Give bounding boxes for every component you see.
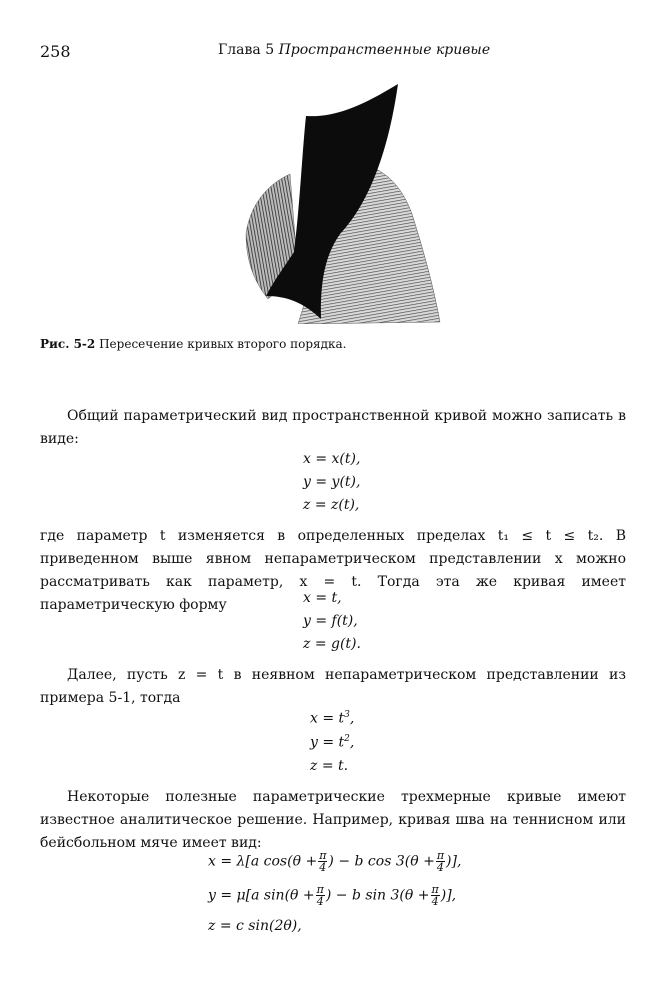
equation-z-g-of-t: z = g(t). (303, 636, 361, 652)
running-header (218, 42, 490, 58)
fraction-pi-over-4: $\frac{\pi}{4}$ (319, 849, 327, 874)
equation-x-of-t: x = x(t), (303, 451, 361, 467)
figure-caption-text: Пересечение кривых второго порядка. (99, 337, 347, 351)
equation-z-of-t: z = z(t), (303, 497, 360, 513)
fraction-pi-over-4: $\frac{\pi}{4}$ (436, 849, 445, 874)
equation-seam-y: y = μ[a sin(θ + $\frac{\pi}{4}$ ) − b sin 3(θ + $\frac{\pi}{4}$ )], (208, 883, 457, 908)
equation-z-t: z = t. (310, 758, 349, 774)
paragraph-general-form: Общий параметрический вид пространственной кривой можно записать в виде: (40, 408, 626, 447)
paragraph-parameter-range: где параметр t изменяется в определенных пределах t₁ ≤ t ≤ t₂. В приведенном выше явном непараметрическом представлении x можно рассматривать как параметр, x = t. Тогда эта же кривая имеет параметрическую форму (40, 528, 626, 613)
page-number: 258 (40, 42, 71, 61)
figure-caption (40, 337, 346, 351)
chapter-title: Пространственные кривые (278, 42, 491, 58)
fraction-pi-over-4: $\frac{\pi}{4}$ (431, 883, 439, 908)
paragraph-implicit-example: Далее, пусть z = t в неявном непараметрическом представлении из примера 5-1, тогда (40, 667, 626, 706)
surface-intersection-figure (228, 84, 442, 324)
chapter-label: Глава 5 (218, 42, 275, 58)
equation-y-of-t: y = y(t), (303, 474, 361, 490)
equation-seam-z: z = c sin(2θ), (208, 918, 302, 934)
fraction-pi-over-4: $\frac{\pi}{4}$ (316, 883, 324, 908)
figure-label: Рис. 5-2 (40, 337, 96, 351)
equation-y-t-squared: $y = t^2$, (310, 734, 355, 751)
equation-x-equals-t: x = t, (303, 590, 342, 606)
paragraph-seam-curve: Некоторые полезные параметрические трехмерные кривые имеют известное аналитическое решение. Например, кривая шва на теннисном или бейсбольном мяче имеет вид: (40, 789, 626, 851)
equation-x-t-cubed: $x = t^3$, (310, 710, 355, 727)
equation-y-f-of-t: y = f(t), (303, 613, 358, 629)
equation-seam-x: x = λ[a cos(θ + $\frac{\pi}{4}$ ) − b cos 3(θ + $\frac{\pi}{4}$ )], (208, 849, 462, 874)
